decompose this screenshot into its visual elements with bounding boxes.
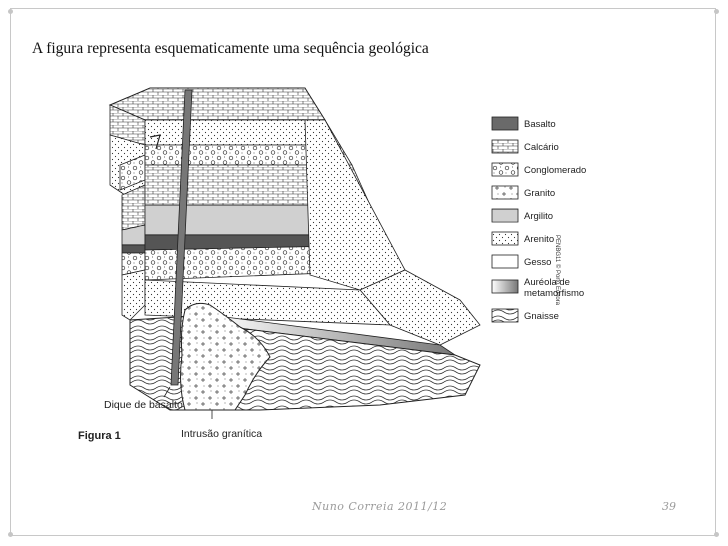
legend-label-claystone: Argilito xyxy=(524,211,554,222)
side-credit: PENBG11 © Porto Editora xyxy=(554,235,560,306)
intrusion-label: Intrusão granítica xyxy=(181,428,263,440)
legend-label-granite: Granito xyxy=(524,188,556,199)
legend-swatch-claystone xyxy=(492,209,518,222)
legend-label-limestone: Calcário xyxy=(524,142,559,153)
corner-dot xyxy=(8,532,13,537)
legend-label-gneiss: Gnaisse xyxy=(524,311,559,322)
footer-author: Nuno Correia 2011/12 xyxy=(312,500,448,513)
legend-label-sandstone: Arenito xyxy=(524,234,555,245)
legend-swatch-granite xyxy=(492,186,518,199)
legend-swatch-basalt xyxy=(492,117,518,130)
legend-swatch-aureole xyxy=(492,280,518,293)
legend-swatch-sandstone xyxy=(492,232,518,245)
legend-label-basalt: Basalto xyxy=(524,119,556,130)
legend-label-gypsum: Gesso xyxy=(524,257,552,268)
corner-dot xyxy=(714,9,719,14)
legend-swatch-gneiss xyxy=(492,309,518,322)
legend-label-conglomerate: Conglomerado xyxy=(524,165,587,176)
corner-dot xyxy=(8,9,13,14)
legend xyxy=(492,117,586,322)
dike-label: Dique de basalto xyxy=(104,399,183,411)
legend-label-aureole-2: metamorfismo xyxy=(524,288,585,299)
page-number: 39 xyxy=(662,500,676,513)
legend-swatch-conglomerate xyxy=(492,163,518,176)
top-surface xyxy=(110,88,325,120)
slide-title: A figura representa esquematicamente uma sequência geológica xyxy=(32,40,429,57)
legend-swatch-limestone xyxy=(492,140,518,153)
legend-label-aureole: Auréola de xyxy=(524,277,570,288)
front-face xyxy=(110,105,145,320)
legend-swatch-gypsum xyxy=(492,255,518,268)
corner-dot xyxy=(714,532,719,537)
figure-caption: Figura 1 xyxy=(78,430,121,442)
geologic-block-diagram xyxy=(60,65,640,465)
